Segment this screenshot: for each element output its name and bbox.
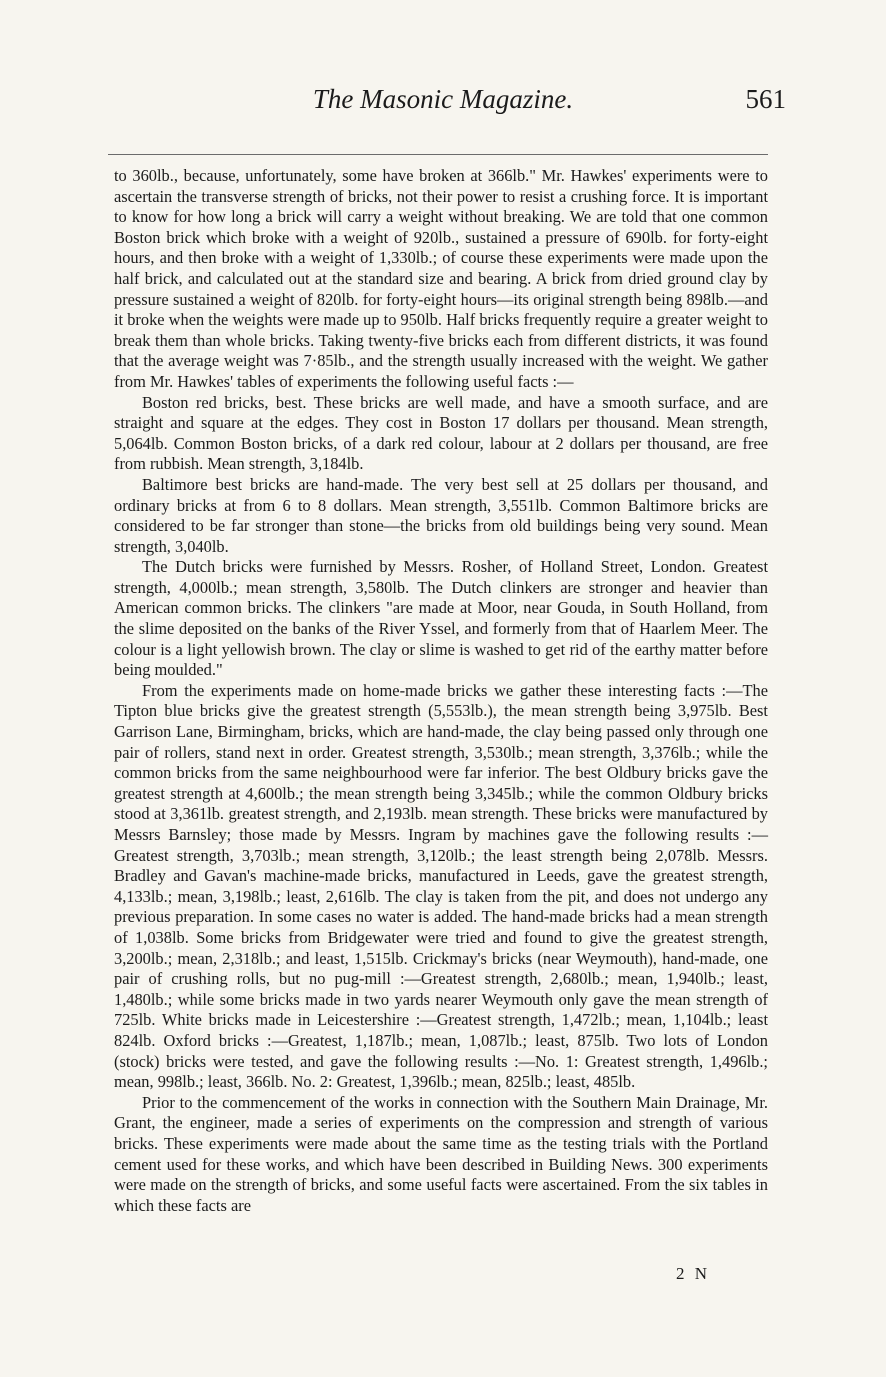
header-rule: [108, 154, 768, 155]
article-body: [114, 166, 768, 1216]
signature-mark: 2 N: [676, 1264, 711, 1283]
paragraph: The Dutch bricks were furnished by Messrs. Rosher, of Holland Street, London. Greatest strength, 4,000lb.; mean strength, 3,580lb. The Dutch clinkers are stronger and heavier than American common bricks. The clinkers "are made at Moor, near Gouda, in South Holland, from the slime deposited on the banks of the River Yssel, and formerly from that of Haarlem Meer. The colour is a light yellowish brown. The clay or slime is washed to get rid of the earthy matter before being moulded.": [114, 557, 768, 680]
paragraph: to 360lb., because, unfortunately, some have broken at 366lb." Mr. Hawkes' experiments were to ascertain the transverse strength of bricks, not their power to resist a crushing force. It is important to know for how long a brick will carry a weight without breaking. We are told that one common Boston brick which broke with a weight of 920lb., sustained a pressure of 690lb. for forty-eight hours, and then broke with a weight of 1,330lb.; of course these experiments were made upon the half brick, and calculated out at the standard size and bearing. A brick from dried ground clay by pressure sustained a weight of 820lb. for forty-eight hours—its original strength being 898lb.—and it broke when the weights were made up to 950lb. Half bricks frequently require a greater weight to break them than whole bricks. Taking twenty-five bricks each from different districts, it was found that the average weight was 7·85lb., and the strength usually increased with the weight. We gather from Mr. Hawkes' tables of experiments the following useful facts :—: [114, 166, 768, 391]
paragraph: Boston red bricks, best. These bricks are well made, and have a smooth surface, and are straight and square at the edges. They cost in Boston 17 dollars per thousand. Mean strength, 5,064lb. Common Boston bricks, of a dark red colour, labour at 2 dollars per thousand, are free from rubbish. Mean strength, 3,184lb.: [114, 392, 768, 474]
running-title: The Masonic Magazine.: [312, 84, 574, 114]
paragraph: Baltimore best bricks are hand-made. The very best sell at 25 dollars per thousand, and ordinary bricks at from 6 to 8 dollars. Mean strength, 3,551lb. Common Baltimore bricks are considered to be far stronger than stone—the bricks from old buildings being very sound. Mean strength, 3,040lb.: [114, 474, 768, 556]
paragraph: Prior to the commencement of the works in connection with the Southern Main Drainage, Mr. Grant, the engineer, made a series of experiments on the compression and strength of various bricks. These experiments were made about the same time as the testing trials with the Portland cement used for these works, and which have been described in Building News. 300 experiments were made on the strength of bricks, and some useful facts were ascertained. From the six tables in which these facts are: [114, 1092, 768, 1215]
page-header: [108, 78, 786, 118]
page-number: 561: [745, 84, 786, 114]
paragraph: From the experiments made on home-made bricks we gather these interesting facts :—The Tipton blue bricks give the greatest strength (5,553lb.), the mean strength being 3,975lb. Best Garrison Lane, Birmingham, bricks, which are hand-made, the clay being passed only through one pair of rollers, stand next in order. Greatest strength, 3,530lb.; mean strength, 3,376lb.; while the common bricks from the same neighbourhood were far inferior. The best Oldbury bricks gave the greatest strength at 4,600lb.; the mean strength being 3,345lb.; while the common Oldbury bricks stood at 3,361lb. greatest strength, and 2,193lb. mean strength. These bricks were manufactured by Messrs Barnsley; those made by Messrs. Ingram by machines gave the following results :—Greatest strength, 3,703lb.; mean strength, 3,120lb.; the least strength being 2,078lb. Messrs. Bradley and Gavan's machine-made bricks, manufactured in Leeds, gave the greatest strength, 4,133lb.; mean, 3,198lb.; least, 2,616lb. The clay is taken from the pit, and does not undergo any previous preparation. In some cases no water is added. The hand-made bricks had a mean strength of 1,038lb. Some bricks from Bridgewater were tried and found to give the greatest strength, 3,200lb.; mean, 2,318lb.; and least, 1,515lb. Crickmay's bricks (near Weymouth), hand-made, one pair of crushing rolls, but no pug-mill :—Greatest strength, 2,680lb.; mean, 1,940lb.; least, 1,480lb.; while some bricks made in two yards nearer Weymouth only gave the mean strength of 725lb. White bricks made in Leicestershire :—Greatest strength, 1,472lb.; mean, 1,104lb.; least 824lb. Oxford bricks :—Greatest, 1,187lb.; mean, 1,087lb.; least, 875lb. Two lots of London (stock) bricks were tested, and gave the following results :—No. 1: Greatest strength, 1,496lb.; mean, 998lb.; least, 366lb. No. 2: Greatest, 1,396lb.; mean, 825lb.; least, 485lb.: [114, 680, 768, 1092]
